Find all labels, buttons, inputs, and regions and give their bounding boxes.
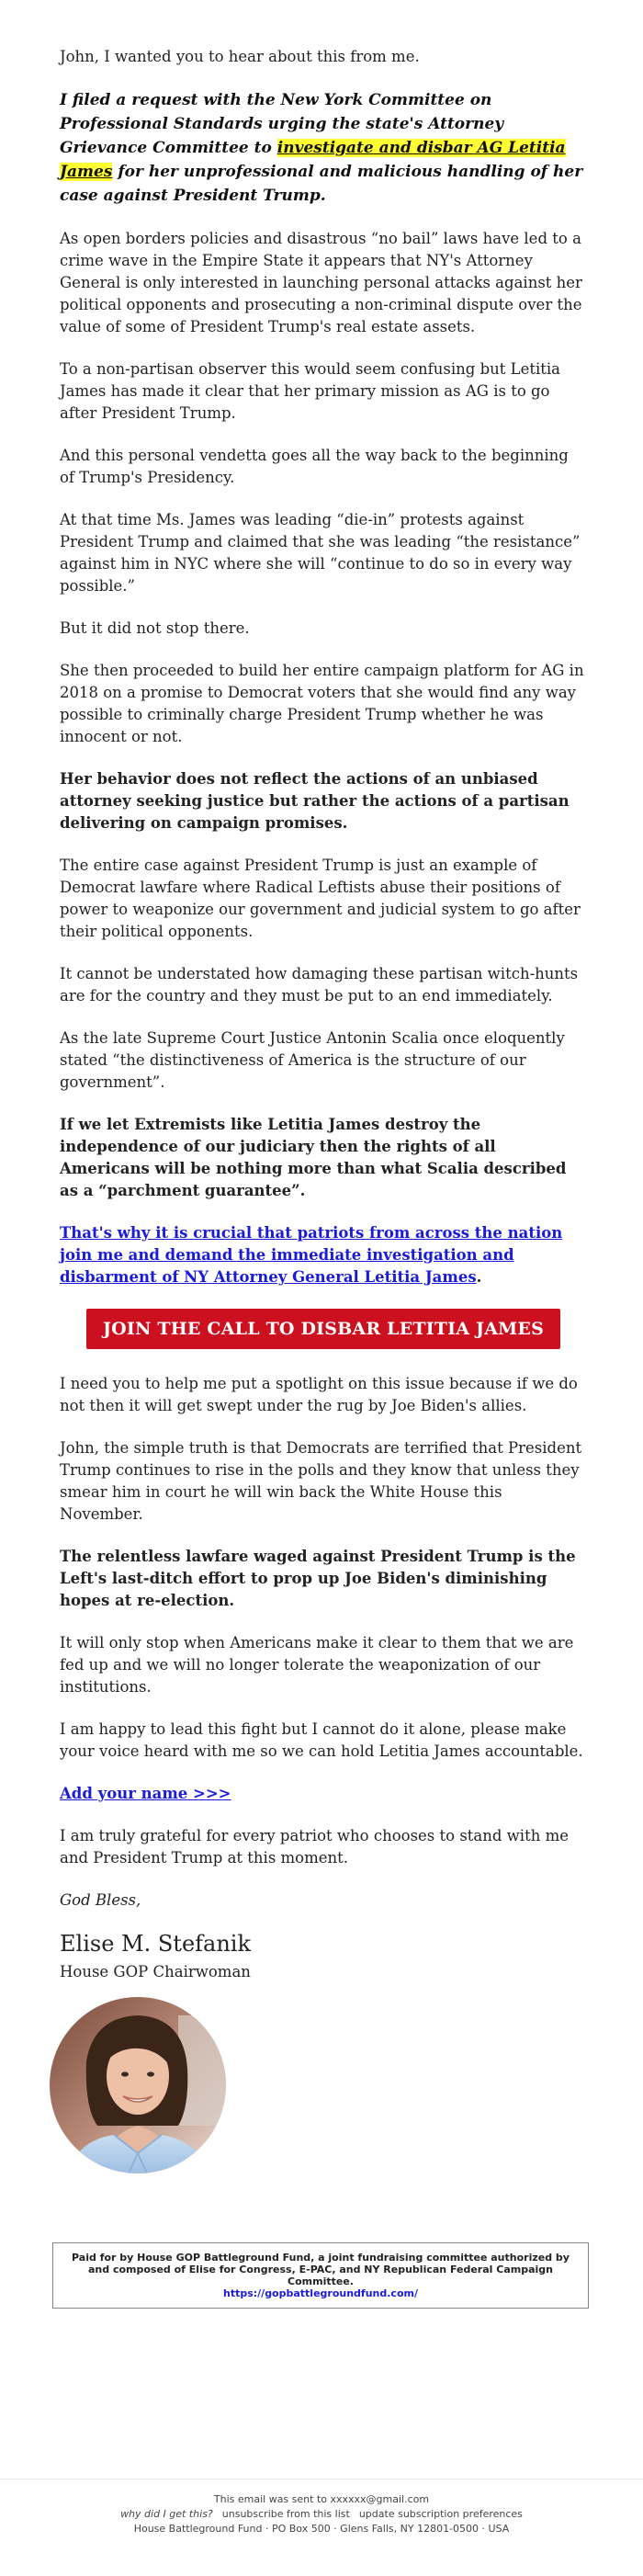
- paragraph-13: John, the simple truth is that Democrats are terrified that President Trump continues to rise in the polls and they know that unless they smear him in court he will win back the White House this November.: [60, 1439, 582, 1523]
- paragraph-8: The entire case against President Trump is just an example of Democrat lawfare where Radical Leftists abuse their positions of power to weaponize our government and judicial system to go after their political opponents.: [60, 857, 581, 940]
- paragraph-9: It cannot be understated how damaging these partisan witch-hunts are for the country and they must be put to an end immediately.: [60, 965, 579, 1004]
- add-name-paragraph: [60, 1783, 587, 1805]
- cta-paragraph: [60, 1222, 587, 1288]
- paragraph-15: It will only stop when Americans make it clear to them that we are fed up and we will no longer tolerate the weaponization of our institutions.: [60, 1634, 574, 1696]
- paragraph-4: At that time Ms. James was leading “die-in” protests against President Trump and claimed that she was leading “the resistance” against him in NYC where she will “continue to do so in every way possible.”: [60, 511, 581, 595]
- email-footer: [0, 2492, 643, 2536]
- signature-name: Elise M. Stefanik: [60, 1931, 252, 1957]
- signature-title: House GOP Chairwoman: [60, 1963, 251, 1980]
- lead-highlight: investigate and disbar AG Letitia James: [60, 139, 566, 181]
- paragraph-7-bold: Her behavior does not reflect the actions of an unbiased attorney seeking justice but rather the actions of a partisan delivering on campaign promises.: [60, 770, 570, 832]
- paragraph-5: But it did not stop there.: [60, 619, 250, 637]
- unsubscribe-link[interactable]: unsubscribe from this list: [221, 2508, 350, 2520]
- footer-sent-to: This email was sent to xxxxxx@gmail.com: [213, 2493, 430, 2505]
- cta-link[interactable]: That's why it is crucial that patriots from across the nation join me and demand the immediate investigation and disbarment of NY Attorney General Letitia James: [60, 1224, 563, 1286]
- footer-divider: [0, 2479, 643, 2480]
- footer-address: House Battleground Fund · PO Box 500 · Glens Falls, NY 12801-0500 · USA: [133, 2523, 510, 2535]
- disbar-cta-button[interactable]: JOIN THE CALL TO DISBAR LETITIA JAMES: [86, 1309, 560, 1349]
- update-preferences-link[interactable]: update subscription preferences: [358, 2508, 523, 2520]
- paragraph-1: As open borders policies and disastrous “no bail” laws have led to a crime wave in the Empire State it appears that NY's Attorney General is only interested in launching personal attacks against her political opponents and prosecuting a non-criminal dispute over the value of some of President Trump's real estate assets.: [60, 230, 582, 335]
- lead-text-before: I filed a request with the New York Committee on Professional Standards urging the state's Attorney Grievance Committee to: [60, 91, 504, 157]
- disclaimer-text: Paid for by House GOP Battleground Fund, a joint fundraising committee authorized by and composed of Elise for Congress, E-PAC, and NY Republican Federal Campaign Committee.: [72, 2252, 570, 2287]
- paragraph-2: To a non-partisan observer this would seem confusing but Letitia James has made it clear that her primary mission as AG is to go after President Trump.: [60, 360, 561, 422]
- lead-paragraph: [60, 88, 587, 208]
- cta-link-tail: .: [476, 1268, 482, 1286]
- paragraph-6: She then proceeded to build her entire campaign platform for AG in 2018 on a promise to Democrat voters that she would find any way possible to criminally charge President Trump whether he was innocent or not.: [60, 662, 584, 745]
- email-body: [60, 46, 587, 2173]
- paragraph-12: I need you to help me put a spotlight on this issue because if we do not then it will get swept under the rug by Joe Biden's allies.: [60, 1375, 578, 1414]
- paragraph-14-bold: The relentless lawfare waged against President Trump is the Left's last-ditch effort to prop up Joe Biden's diminishing hopes at re-election.: [60, 1548, 576, 1609]
- signoff: God Bless,: [60, 1891, 141, 1909]
- paid-for-disclaimer: [52, 2242, 589, 2309]
- paragraph-17: I am truly grateful for every patriot who chooses to stand with me and President Trump at this moment.: [60, 1827, 569, 1867]
- paragraph-11-bold: If we let Extremists like Letitia James destroy the independence of our judiciary then the rights of all Americans will be nothing more than what Scalia described as a “parchment guarantee”.: [60, 1116, 567, 1199]
- why-did-i-get-this-link[interactable]: why did I get this?: [120, 2508, 213, 2520]
- lead-text-after: for her unprofessional and malicious handling of her case against President Trump.: [60, 163, 583, 205]
- disclaimer-link[interactable]: https://gopbattlegroundfund.com/: [222, 2287, 418, 2299]
- add-name-link[interactable]: Add your name >>>: [60, 1785, 231, 1802]
- paragraph-3: And this personal vendetta goes all the way back to the beginning of Trump's Presidency.: [60, 447, 569, 486]
- paragraph-10: As the late Supreme Court Justice Antonin Scalia once eloquently stated “the distinctiveness of America is the structure of our government”.: [60, 1029, 565, 1091]
- footer-links: [0, 2507, 643, 2522]
- cta-button-row: [60, 1309, 587, 1349]
- paragraph-16: I am happy to lead this fight but I cannot do it alone, please make your voice heard with me so we can hold Letitia James accountable.: [60, 1720, 583, 1760]
- greeting: John, I wanted you to hear about this from me.: [60, 48, 420, 65]
- portrait-photo: [50, 1997, 226, 2173]
